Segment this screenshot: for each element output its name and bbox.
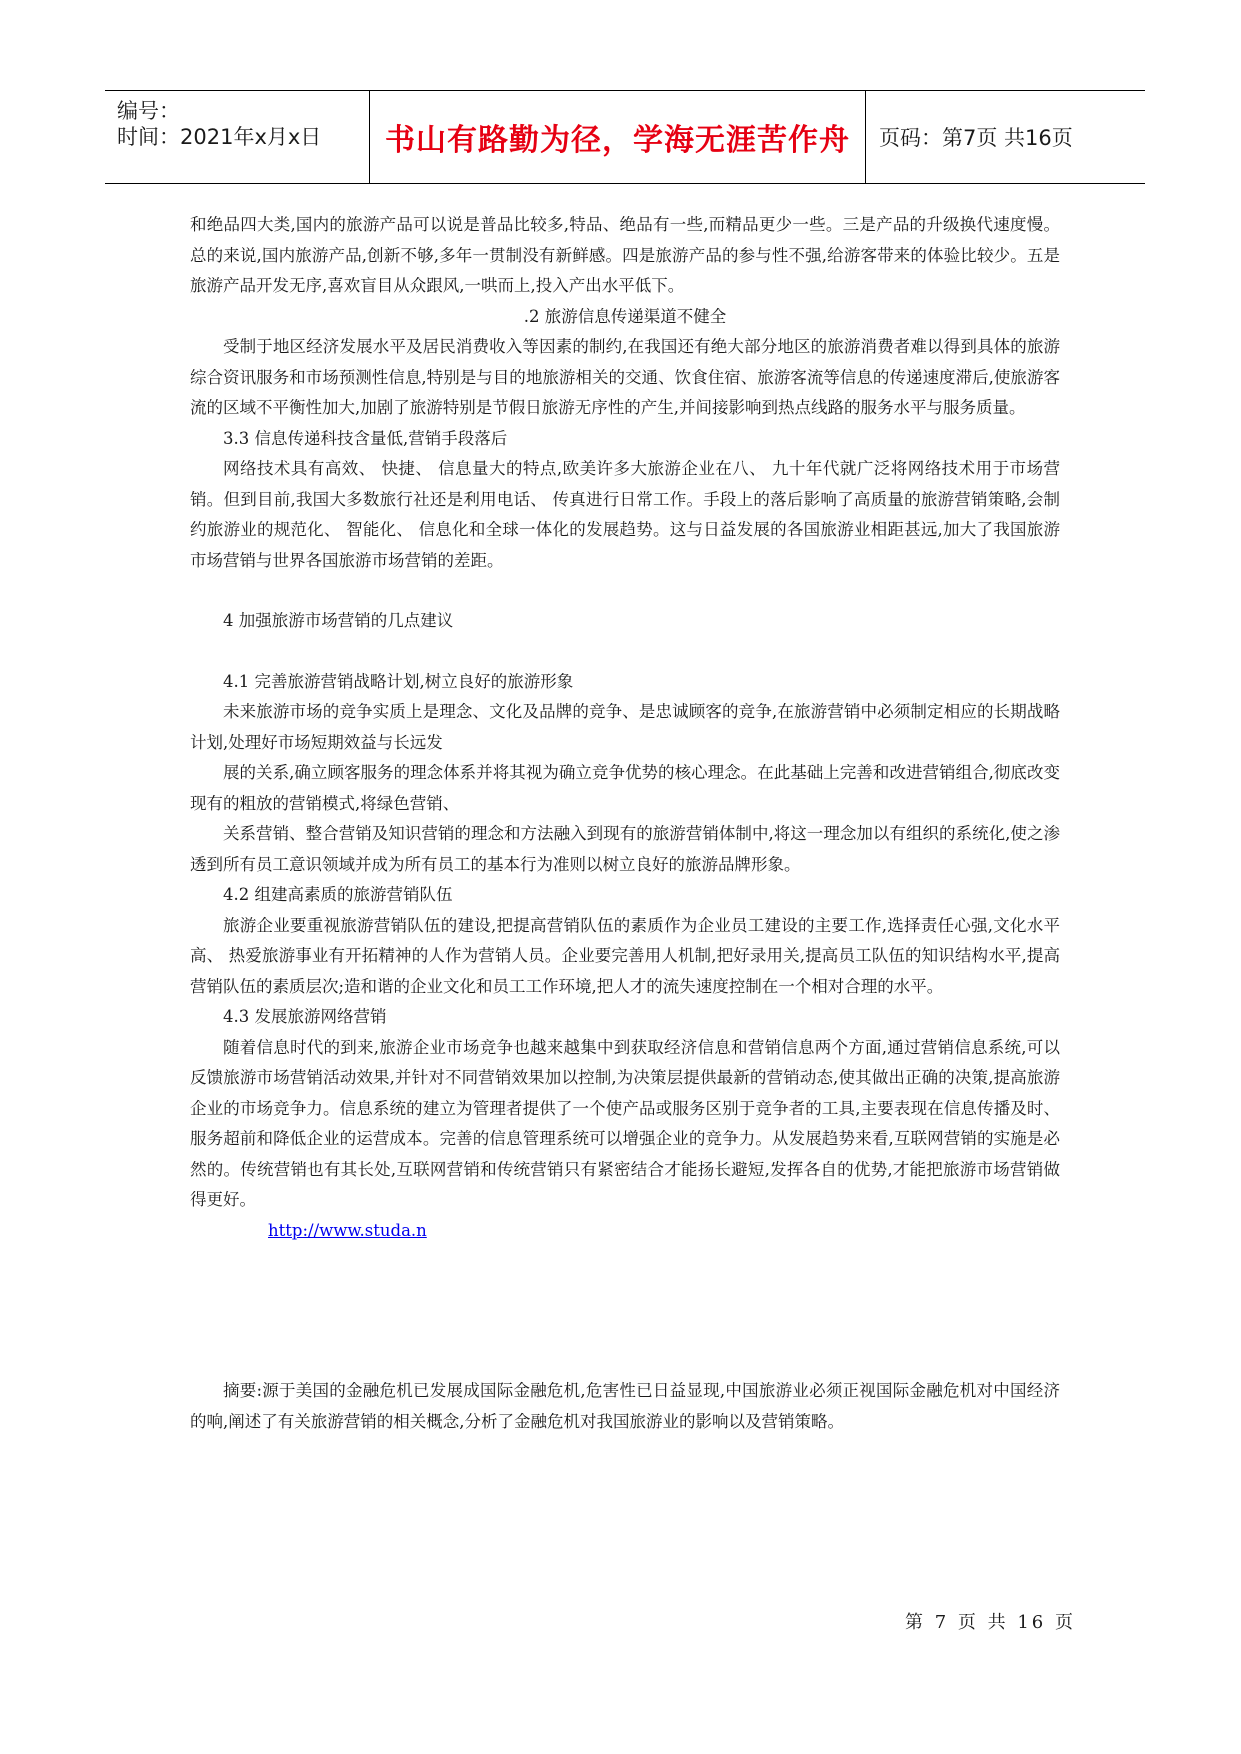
header-motto-cell	[370, 91, 866, 183]
header-page-cell	[867, 91, 1145, 183]
section-heading: 4.1 完善旅游营销战略计划,树立良好的旅游形象	[223, 671, 574, 691]
document-body	[190, 210, 1060, 1437]
section-heading: 4.2 组建高素质的旅游营销队伍	[223, 885, 453, 904]
paragraph: 随着信息时代的到来,旅游企业市场竞争也越来越集中到获取经济信息和营销信息两个方面,通过营销信息系统,可以反馈旅游市场营销活动效果,并针对不同营销效果加以控制,为决策层提供最新的营销动态,使其做出正确的决策,提高旅游企业的市场竞争力。信息系统的建立为管理者提供了一个使产品或服务区别于竞争者的工具,主要表现在信息传播及时、 服务超前和降低企业的运营成本。完善的信息管理系统可以增强企业的竞争力。从发展趋势来看,互联网营销的实施是必然的。传统营销也有其长处,互联网营销和传统营销只有紧密结合才能扬长避短,发挥各自的优势,才能把旅游市场营销做得更好。	[190, 1037, 1060, 1209]
motto-text: 书山有路勤为径，学海无涯苦作舟	[385, 123, 850, 158]
paragraph: 网络技术具有高效、 快捷、 信息量大的特点,欧美许多大旅游企业在八、 九十年代就广泛将网络技术用于市场营销。但到目前,我国大多数旅行社还是利用电话、 传真进行日常工作。手段上的落后影响了高质量的旅游营销策略,会制约旅游业的规范化、 智能化、 信息化和全球一体化的发展趋势。这与日益发展的各国旅游业相距甚远,加大了我国旅游市场营销与世界各国旅游市场营销的差距。	[190, 459, 1060, 570]
document-header	[105, 90, 1145, 184]
page-info: 页码：第7页 共16页	[879, 126, 1073, 150]
abstract-paragraph: 摘要:源于美国的金融危机已发展成国际金融危机,危害性已日益显现,中国旅游业必须正视国际金融危机对中国经济的响,阐述了有关旅游营销的相关概念,分析了金融危机对我国旅游业的影响以及营销策略。	[190, 1381, 1060, 1431]
paragraph: 和绝品四大类,国内的旅游产品可以说是普品比较多,特品、绝品有一些,而精品更少一些。三是产品的升级换代速度慢。总的来说,国内旅游产品,创新不够,多年一贯制没有新鲜感。四是旅游产品的参与性不强,给游客带来的体验比较少。五是旅游产品开发无序,喜欢盲目从众跟风,一哄而上,投入产出水平低下。	[190, 215, 1060, 295]
paragraph: 未来旅游市场的竞争实质上是理念、文化及品牌的竞争、是忠诚顾客的竞争,在旅游营销中必须制定相应的长期战略计划,处理好市场短期效益与长远发	[190, 702, 1060, 752]
paragraph: 展的关系,确立顾客服务的理念体系并将其视为确立竞争优势的核心理念。在此基础上完善和改进营销组合,彻底改变现有的粗放的营销模式,将绿色营销、	[190, 763, 1060, 813]
header-meta-cell	[105, 91, 370, 183]
reference-link[interactable]: http://www.studa.n	[268, 1220, 427, 1240]
section-heading: .2 旅游信息传递渠道不健全	[523, 306, 727, 326]
paragraph: 受制于地区经济发展水平及居民消费收入等因素的制约,在我国还有绝大部分地区的旅游消费者难以得到具体的旅游综合资讯服务和市场预测性信息,特别是与目的地旅游相关的交通、饮食住宿、旅游客流等信息的传递速度滞后,使旅游客流的区域不平衡性加大,加剧了旅游特别是节假日旅游无序性的产生,并间接影响到热点线路的服务水平与服务质量。	[190, 337, 1060, 417]
paragraph: 关系营销、整合营销及知识营销的理念和方法融入到现有的旅游营销体制中,将这一理念加以有组织的系统化,使之渗透到所有员工意识领域并成为所有员工的基本行为准则以树立良好的旅游品牌形象。	[190, 824, 1060, 874]
section-heading: 4.3 发展旅游网络营销	[223, 1007, 387, 1026]
time-label: 时间：2021年x月x日	[117, 125, 322, 149]
code-label: 编号：	[117, 99, 180, 123]
section-heading: 4 加强旅游市场营销的几点建议	[223, 611, 454, 630]
page-footer: 第 7 页 共 16 页	[905, 1612, 1076, 1633]
section-heading: 3.3 信息传递科技含量低,营销手段落后	[223, 428, 508, 448]
paragraph: 旅游企业要重视旅游营销队伍的建设,把提高营销队伍的素质作为企业员工建设的主要工作,选择责任心强,文化水平高、 热爱旅游事业有开拓精神的人作为营销人员。企业要完善用人机制,把好录用关,提高员工队伍的知识结构水平,提高营销队伍的素质层次;造和谐的企业文化和员工工作环境,把人才的流失速度控制在一个相对合理的水平。	[190, 915, 1060, 996]
